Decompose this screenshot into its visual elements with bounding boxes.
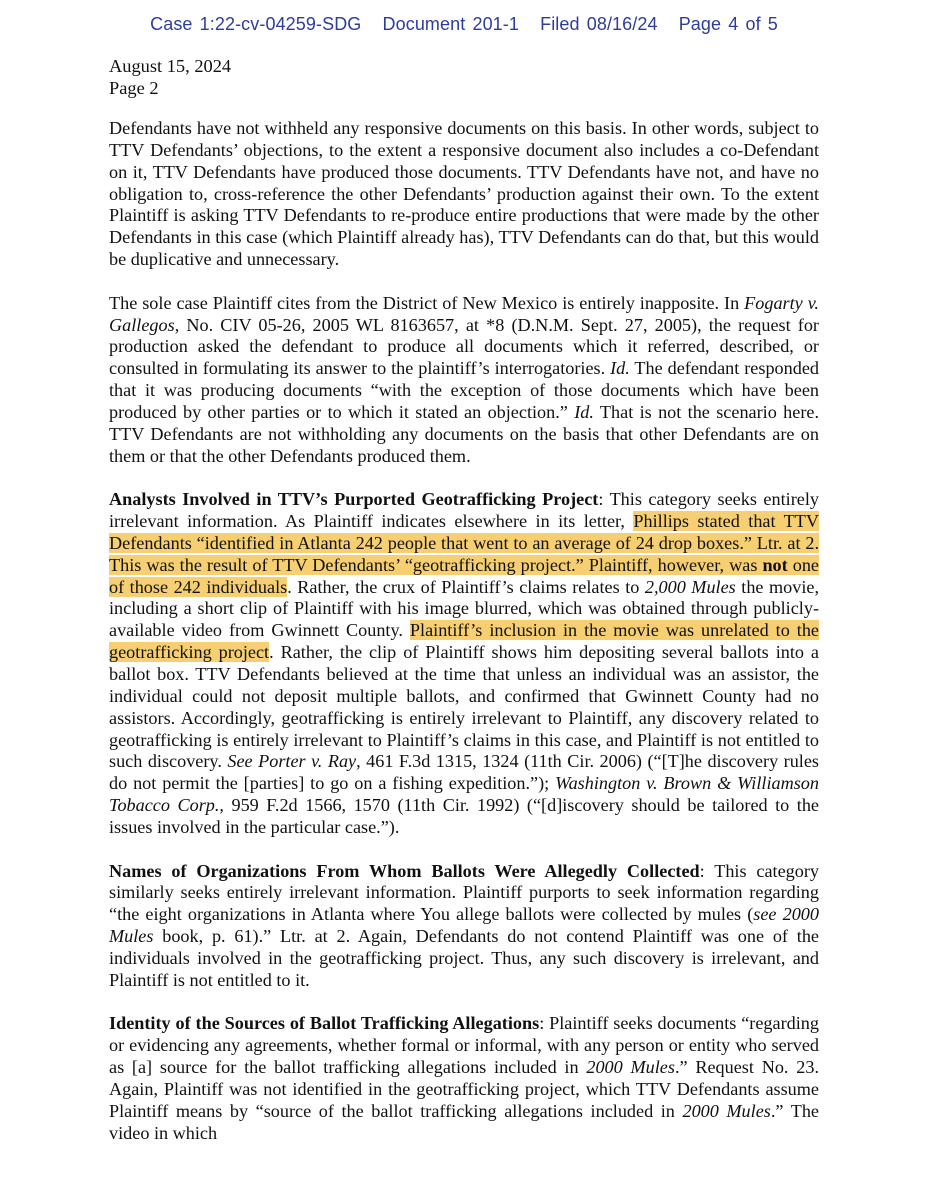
id-citation: Id. <box>574 401 594 422</box>
court-filing-stamp <box>0 14 928 35</box>
letter-date: August 15, 2024 <box>109 56 232 76</box>
paragraph-geotrafficking-analysts: Analysts Involved in TTV’s Purported Geotrafficking Project: This category seeks entirely irrelevant information. As Plaintiff indicates elsewhere in its letter, Phillips stated that TTV Defendants “identified in Atlanta 242 people that went to an average of 24 drop boxes.” Ltr. at 2. This was the result of TTV Defendants’ “geotrafficking project.” Plaintiff, however, was not one of those 242 individuals. Rather, the crux of Plaintiff’s claims relates to 2,000 Mules the movie, including a short clip of Plaintiff with his image blurred, which was obtained through publicly-available video from Gwinnett County. Plaintiff’s inclusion in the movie was unrelated to the geotrafficking project. Rather, the clip of Plaintiff shows him depositing several ballots into a ballot box. TTV Defendants believed at the time that unless an individual was an assistor, the individual could not deposit multiple ballots, and confirmed that Gwinnett County had no assistors. Accordingly, geotrafficking is entirely irrelevant to Plaintiff, any discovery related to geotrafficking is entirely irrelevant to Plaintiff’s claims in this case, and Plaintiff is not entitled to such discovery. See Porter v. Ray, 461 F.3d 1315, 1324 (11th Cir. 2006) (“[T]he discovery rules do not permit the [parties] to go on a fishing expedition.”); Washington v. Brown & Williamson Tobacco Corp., 959 F.2d 1566, 1570 (11th Cir. 1992) (“[d]iscovery should be tailored to the issues involved in the particular case.”). <box>109 489 820 837</box>
movie-title: 2000 Mules <box>682 1100 771 1121</box>
filed-date: Filed 08/16/24 <box>540 14 658 34</box>
paragraph-fogarty-case: The sole case Plaintiff cites from the District of New Mexico is entirely inapposite. In Fogarty v. Gallegos, No. CIV 05-26, 2005 WL 8163657, at *8 (D.N.M. Sept. 27, 2005), the request for production asked the defendant to produce all documents which it referred, described, or consulted in formulating its answer to the plaintiff’s interrogatories. Id. The defendant responded that it was producing documents “with the exception of those documents which have been produced by other parties or to which it stated an objection.” Id. That is not the scenario here. TTV Defendants are not withholding any documents on the basis that other Defendants are on them or that the other Defendants produced them. <box>109 292 819 466</box>
book-citation: see 2000 Mules <box>109 904 819 947</box>
case-citation: Washington v. Brown & Williamson Tobacco Corp. <box>109 773 819 816</box>
case-number: Case 1:22-cv-04259-SDG <box>150 14 362 34</box>
page-indicator: Page 4 of 5 <box>678 14 778 34</box>
id-citation: Id. <box>610 358 630 379</box>
movie-title: 2,000 Mules <box>644 576 736 597</box>
section-heading: Analysts Involved in TTV’s Purported Geotrafficking Project <box>109 489 599 510</box>
letter-page-number: Page 2 <box>109 78 159 98</box>
paragraph-allegation-sources: Identity of the Sources of Ballot Trafficking Allegations: Plaintiff seeks documents “regarding or evidencing any agreements, whether formal or informal, with any person or entity who served as [a] source for the ballot trafficking allegations included in 2000 Mules.” Request No. 23. Again, Plaintiff was not identified in the geotrafficking project, which TTV Defendants assume Plaintiff means by “source of the ballot trafficking allegations included in 2000 Mules.” The video in which <box>109 1013 819 1143</box>
highlighted-passage: Phillips stated that TTV Defendants “identified in Atlanta 242 people that went to an average of 24 drop boxes.” Ltr. at 2. This was the result of TTV Defendants’ “geotrafficking project.” Plaintiff, however, was not one of those 242 individuals <box>109 511 819 597</box>
case-citation: Fogarty v. Gallegos <box>109 292 819 335</box>
paragraph-withheld-documents: Defendants have not withheld any responsive documents on this basis. In other words, subject to TTV Defendants’ objections, to the extent a responsive document also includes a co-Defendant on it, TTV Defendants have produced those documents. TTV Defendants have not, and have no obligation to, cross-reference the other Defendants’ production against their own. To the extent Plaintiff is asking TTV Defendants to re-produce entire productions that were made by the other Defendants in this case (which Plaintiff already has), TTV Defendants can do that, but this would be duplicative and unnecessary. <box>109 118 819 270</box>
letter-header <box>109 55 231 99</box>
movie-title: 2000 Mules <box>586 1057 675 1078</box>
section-heading: Names of Organizations From Whom Ballots Were Allegedly Collected <box>109 860 700 881</box>
highlighted-passage: Plaintiff’s inclusion in the movie was unrelated to the geotrafficking project <box>109 620 819 663</box>
document-number: Document 201-1 <box>382 14 519 34</box>
case-citation: See Porter v. Ray <box>227 751 357 772</box>
letter-body <box>109 118 819 1166</box>
section-heading: Identity of the Sources of Ballot Trafficking Allegations <box>109 1013 540 1034</box>
paragraph-organization-names: Names of Organizations From Whom Ballots Were Allegedly Collected: This category similarly seeks entirely irrelevant information. Plaintiff purports to seek information regarding “the eight organizations in Atlanta where You allege ballots were collected by mules (see 2000 Mules book, p. 61).” Ltr. at 2. Again, Defendants do not contend Plaintiff was one of the individuals involved in the geotrafficking project. Thus, any such discovery is irrelevant, and Plaintiff is not entitled to it. <box>109 860 819 990</box>
